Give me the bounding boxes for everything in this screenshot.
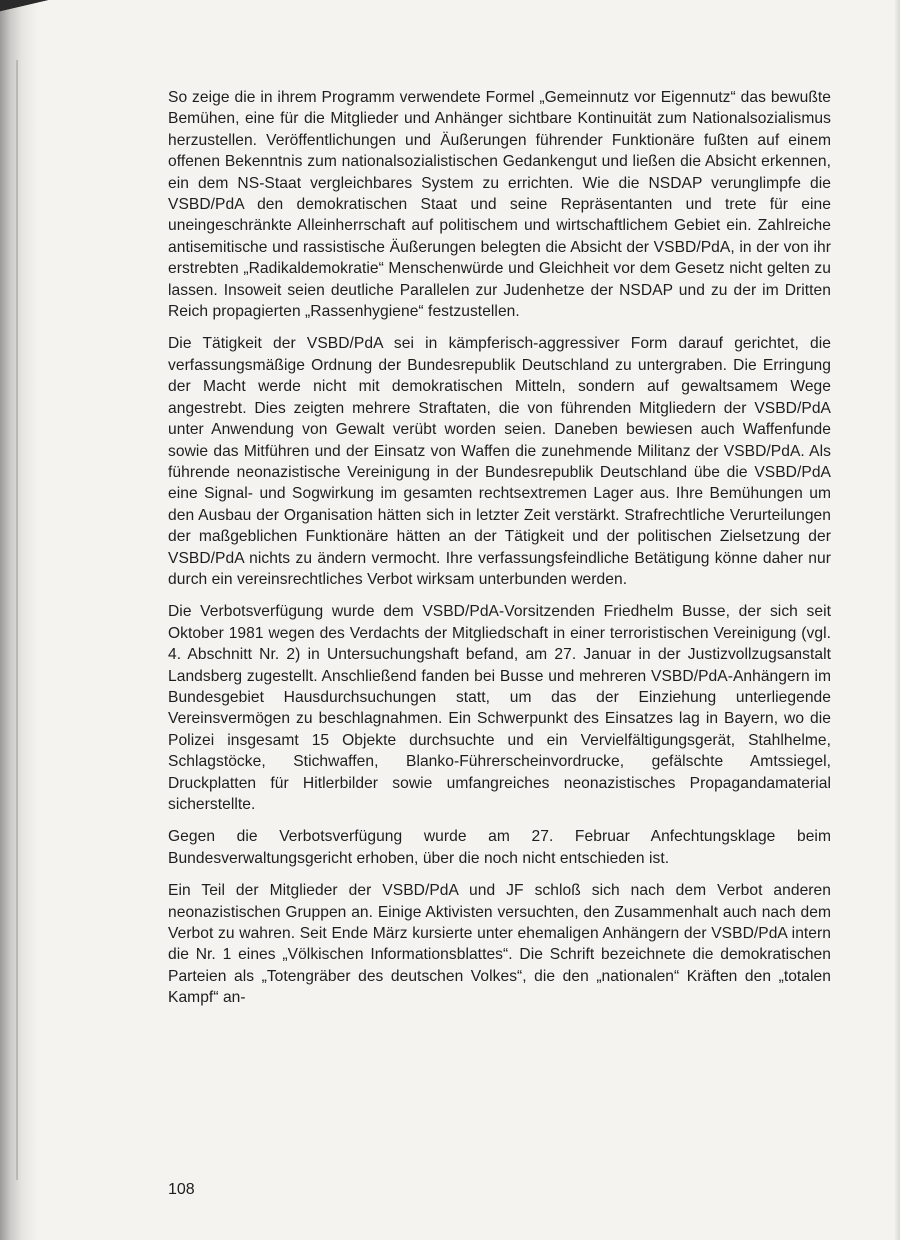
page-number: 108 [168,1181,195,1198]
binding-edge [16,60,18,1180]
page-body [168,87,831,1020]
paragraph-3: Die Verbotsverfügung wurde dem VSBD/PdA-Vorsitzenden Friedhelm Busse, der sich seit Oktober 1981 wegen des Verdachts der Mitgliedschaft in einer terroristischen Vereinigung (vgl. 4. Abschnitt Nr. 2) in Untersuchungshaft befand, am 27. Januar in der Justizvollzugsanstalt Landsberg zugestellt. Anschließend fanden bei Busse und mehreren VSBD/PdA-Anhängern im Bundesgebiet Hausdurchsuchungen statt, um das der Einziehung unterliegende Vereinsvermögen zu beschlagnahmen. Ein Schwerpunkt des Einsatzes lag in Bayern, wo die Polizei insgesamt 15 Objekte durchsuchte und ein Vervielfältigungsgerät, Stahlhelme, Schlagstöcke, Stichwaffen, Blanko-Führerscheinvordrucke, gefälschte Amtssiegel, Druckplatten für Hitlerbilder sowie umfangreiches neonazistisches Propagandamaterial sicherstellte. [168,603,831,813]
scan-corner-mark [0,0,60,14]
page-right-edge [894,0,900,1240]
paragraph-5: Ein Teil der Mitglieder der VSBD/PdA und JF schloß sich nach dem Verbot anderen neonazistischen Gruppen an. Einige Aktivisten versuchten, den Zusammenhalt auch nach dem Verbot zu wahren. Seit Ende März kursierte unter ehemaligen Anhängern der VSBD/PdA intern die Nr. 1 eines „Völkischen Informationsblattes“. Die Schrift bezeichnete die demokratischen Parteien als „Totengräber des deutschen Volkes“, die den „nationalen“ Kräften den „totalen Kampf“ an- [168,882,831,1007]
paragraph-1: So zeige die in ihrem Programm verwendete Formel „Gemeinnutz vor Eigennutz“ das bewußte Bemühen, eine für die Mitglieder und Anhänger sichtbare Kontinuität zum Nationalsozialismus herzustellen. Veröffentlichungen und Äußerungen führender Funktionäre fußten auf einem offenen Bekenntnis zum nationalsozialistischen Gedankengut und ließen die Absicht erkennen, ein dem NS-Staat vergleichbares System zu errichten. Wie die NSDAP verunglimpfe die VSBD/PdA den demokratischen Staat und seine Repräsentanten und trete für eine uneingeschränkte Alleinherrschaft auf politischem und wirtschaftlichem Gebiet ein. Zahlreiche antisemitische und rassistische Äußerungen belegten die Absicht der VSBD/PdA, in der von ihr erstrebten „Radikaldemokratie“ Menschenwürde und Gleichheit vor dem Gesetz nicht gelten zu lassen. Insoweit seien deutliche Parallelen zur Judenhetze der NSDAP und zu der im Dritten Reich propagierten „Rassenhygiene“ festzustellen. [168,89,831,321]
paragraph-2: Die Tätigkeit der VSBD/PdA sei in kämpferisch-aggressiver Form darauf gerichtet, die verfassungsmäßige Ordnung der Bundesrepublik Deutschland zu untergraben. Die Erringung der Macht werde nicht mit demokratischen Mitteln, sondern auf gewaltsamem Wege angestrebt. Dies zeigten mehrere Straftaten, die von führenden Mitgliedern der VSBD/PdA unter Anwendung von Gewalt verübt worden seien. Daneben bewiesen auch Waffenfunde sowie das Mitführen und der Einsatz von Waffen die zunehmende Militanz der VSBD/PdA. Als führende neonazistische Vereinigung in der Bundesrepublik Deutschland übe die VSBD/PdA eine Signal- und Sogwirkung im gesamten rechtsextremen Lager aus. Ihre Bemühungen um den Ausbau der Organisation hätten sich in letzter Zeit verstärkt. Strafrechtliche Verurteilungen der maßgeblichen Funktionäre hätten an der Tätigkeit und der politischen Zielsetzung der VSBD/PdA nichts zu ändern vermocht. Ihre verfassungsfeindliche Betätigung könne daher nur durch ein vereinsrechtliches Verbot wirksam unterbunden werden. [168,335,831,588]
book-spine-shadow [0,0,38,1240]
paragraph-4: Gegen die Verbotsverfügung wurde am 27. Februar Anfechtungsklage beim Bundesverwaltungsgericht erhoben, über die noch nicht entschieden ist. [168,828,831,867]
